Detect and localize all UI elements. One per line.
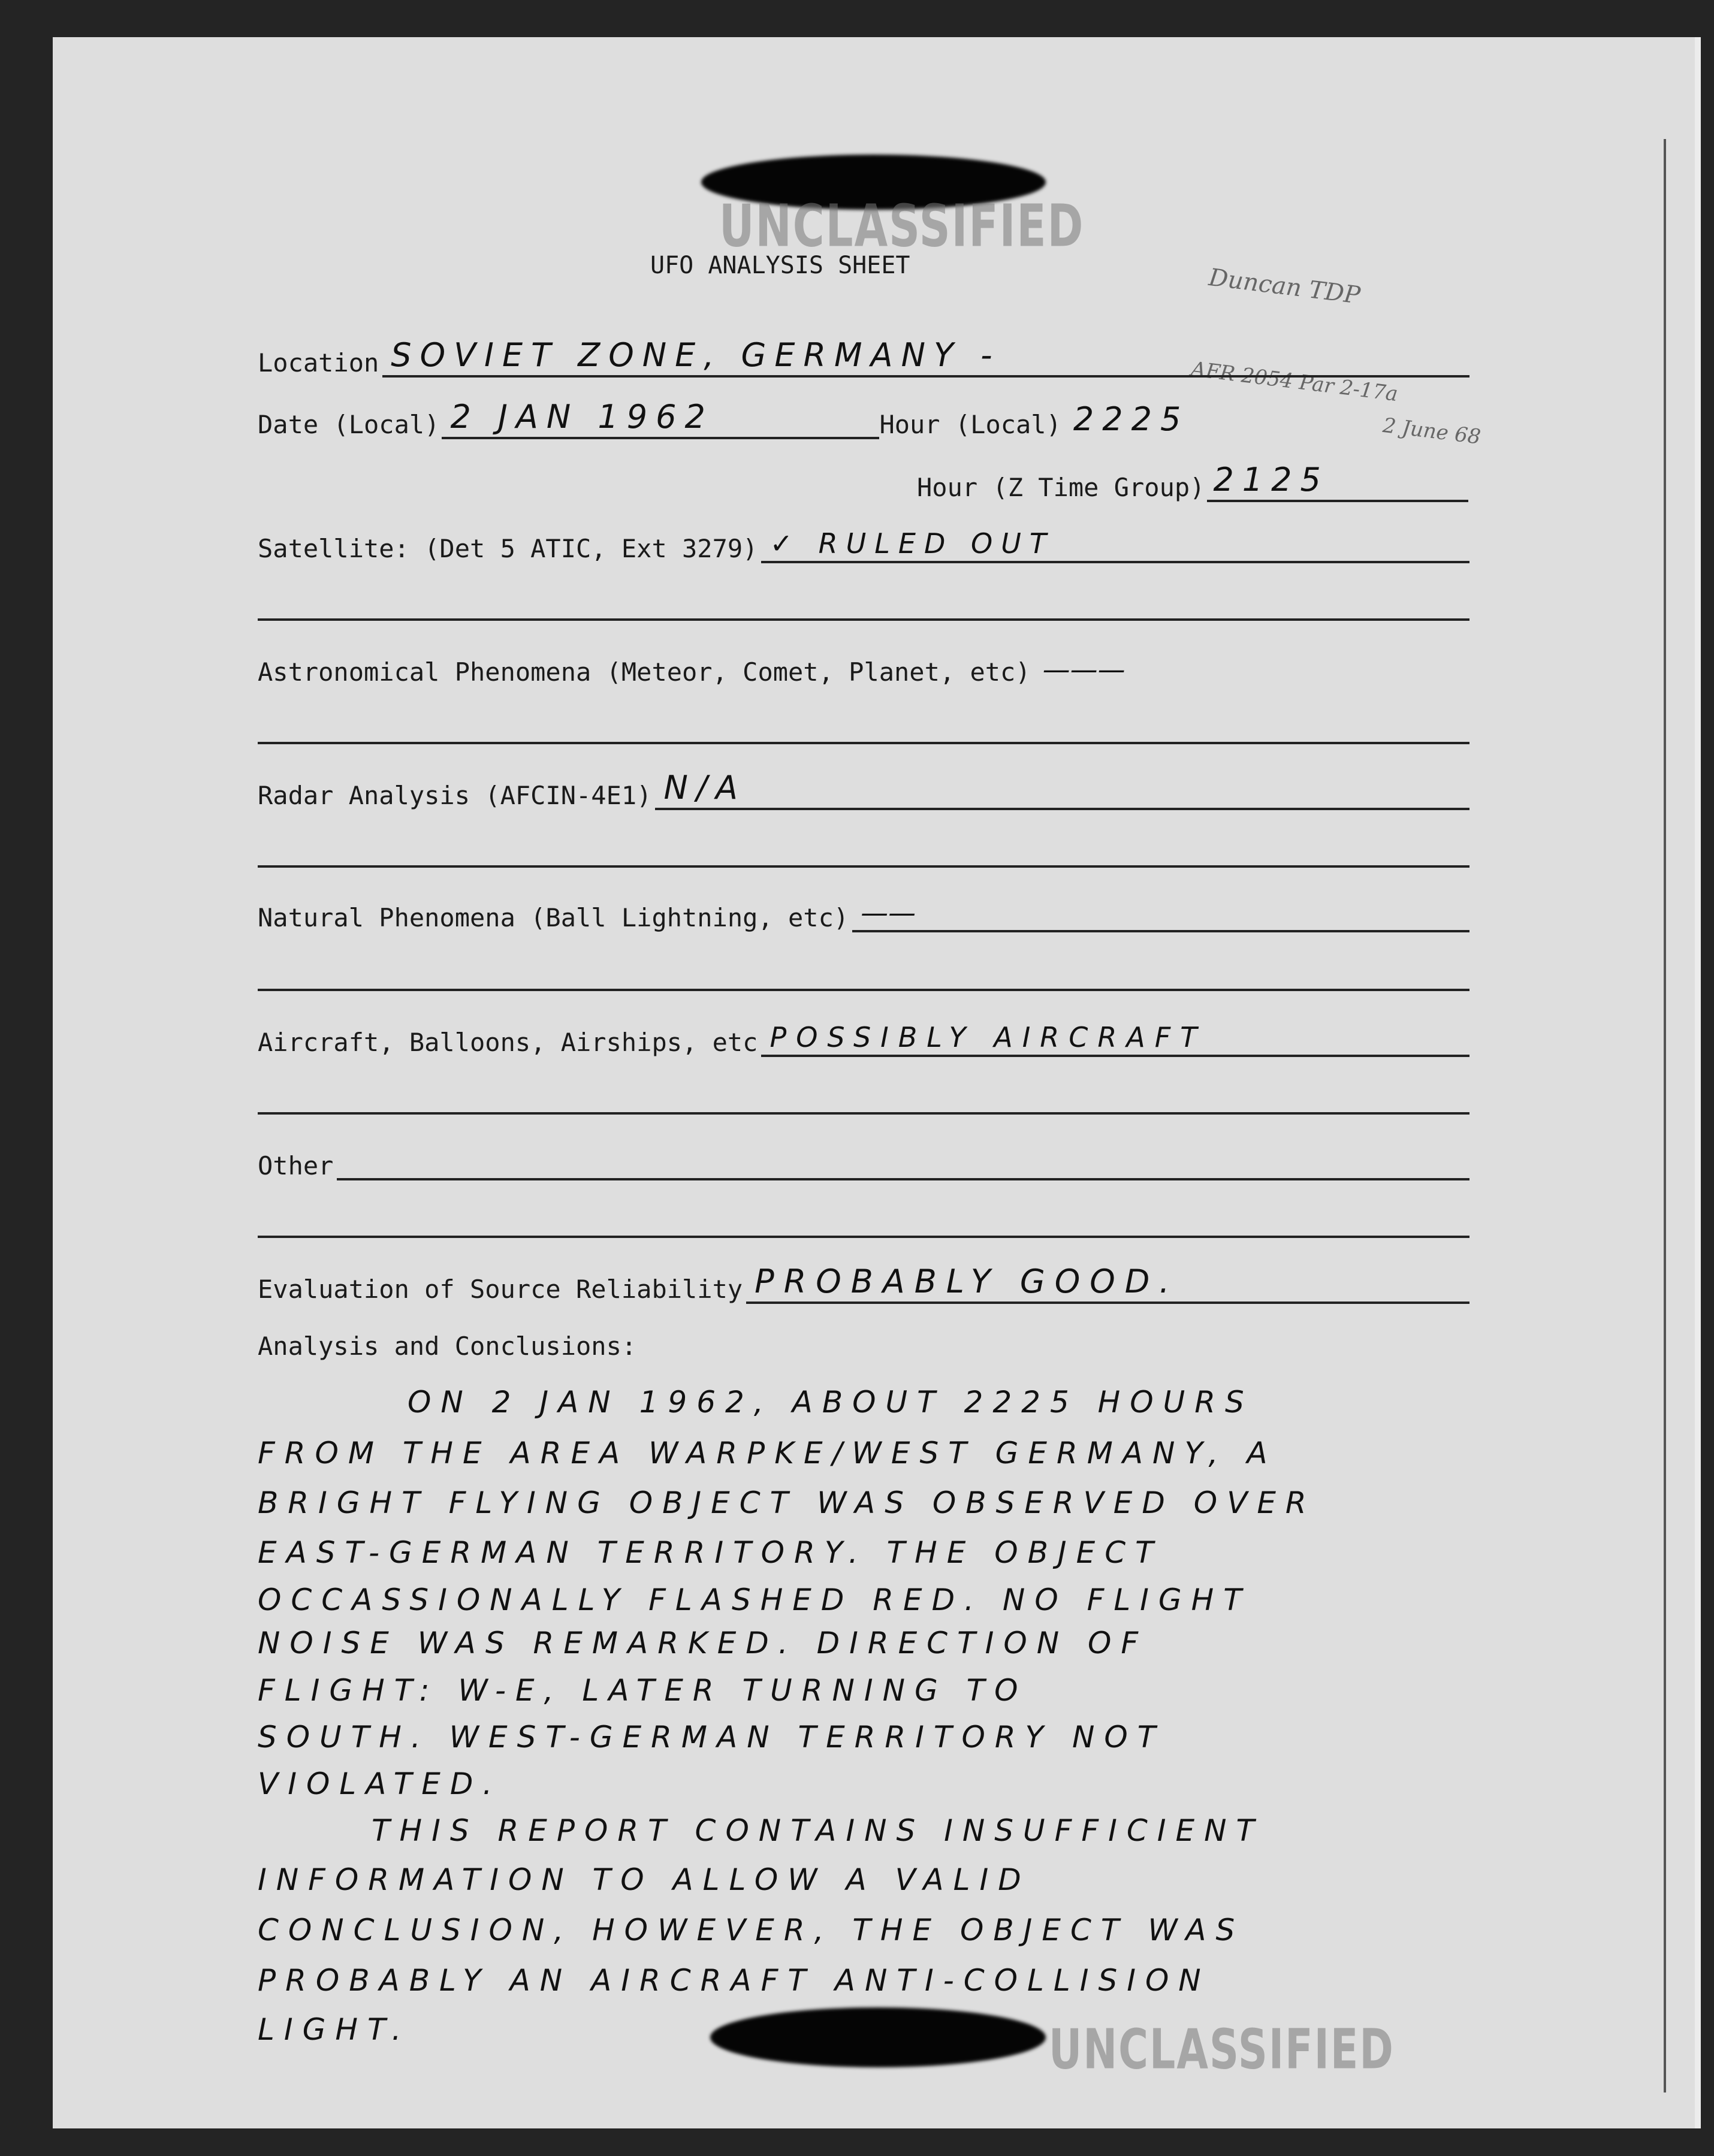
- analysis-line-5: OCCASSIONALLY FLASHED RED. NO FLIGHT: [258, 1583, 1251, 1617]
- astronomical-line: [1034, 650, 1469, 687]
- location-value: SOVIET ZONE, GERMANY -: [391, 336, 1001, 374]
- reliability-line: [746, 1264, 1469, 1304]
- astronomical-label: Astronomical Phenomena (Meteor, Comet, Planet, etc): [258, 657, 1031, 687]
- radar-value: N/A: [663, 769, 746, 807]
- analysis-line-9: VIOLATED.: [258, 1767, 502, 1801]
- radar-extra-line: [258, 865, 1469, 868]
- analysis-line-6: NOISE WAS REMARKED. DIRECTION OF: [258, 1626, 1148, 1660]
- satellite-row: [258, 521, 1469, 563]
- hour-local-value: 2225: [1073, 400, 1190, 438]
- location-label: Location: [258, 348, 379, 378]
- redaction-bottom: [710, 2007, 1046, 2067]
- date-row: [258, 397, 1469, 439]
- satellite-value: ✓ RULED OUT: [770, 527, 1055, 560]
- natural-row: [258, 890, 1469, 932]
- aircraft-label: Aircraft, Balloons, Airships, etc: [258, 1028, 758, 1057]
- satellite-line: [761, 524, 1469, 563]
- analysis-line-7: FLIGHT: W-E, LATER TURNING TO: [258, 1673, 1028, 1708]
- analysis-line-10: THIS REPORT CONTAINS INSUFFICIENT: [372, 1813, 1265, 1848]
- form-title: UFO ANALYSIS SHEET: [650, 252, 910, 279]
- satellite-label: Satellite: (Det 5 ATIC, Ext 3279): [258, 534, 758, 563]
- margin-note-1: Duncan TDP: [1207, 264, 1362, 310]
- analysis-line-12: CONCLUSION, HOWEVER, THE OBJECT WAS: [258, 1913, 1245, 1947]
- reliability-label: Evaluation of Source Reliability: [258, 1275, 743, 1304]
- analysis-line-1: ON 2 JAN 1962, ABOUT 2225 HOURS: [408, 1385, 1254, 1420]
- date-label: Date (Local): [258, 410, 440, 439]
- satellite-extra-line: [258, 618, 1469, 621]
- other-extra-line: [258, 1236, 1469, 1238]
- astronomical-row: [258, 645, 1469, 687]
- astronomical-value: ———: [1042, 653, 1125, 686]
- other-row: [258, 1139, 1469, 1180]
- location-line: [382, 338, 1469, 378]
- aircraft-value: POSSIBLY AIRCRAFT: [770, 1021, 1207, 1053]
- hour-local-label: Hour (Local): [879, 410, 1061, 439]
- analysis-line-2: FROM THE AREA WARPKE/WEST GERMANY, A: [258, 1436, 1277, 1470]
- hour-z-label: Hour (Z Time Group): [917, 473, 1205, 502]
- margin-note-2: AFR 2054 Par 2-17a: [1190, 357, 1399, 407]
- natural-label: Natural Phenomena (Ball Lightning, etc): [258, 903, 849, 932]
- hour-z-line: [1207, 463, 1468, 502]
- analysis-line-3: BRIGHT FLYING OBJECT WAS OBSERVED OVER: [258, 1485, 1316, 1520]
- aircraft-line: [761, 1017, 1469, 1057]
- reliability-row: [258, 1262, 1469, 1304]
- hour-z-row: [917, 460, 1468, 502]
- analysis-line-11: INFORMATION TO ALLOW A VALID: [258, 1862, 1031, 1897]
- right-margin-rule: [1664, 139, 1666, 2092]
- analysis-line-4: EAST-GERMAN TERRITORY. THE OBJECT: [258, 1535, 1163, 1570]
- location-row: [258, 336, 1469, 378]
- analysis-line-8: SOUTH. WEST-GERMAN TERRITORY NOT: [258, 1720, 1166, 1755]
- analysis-line-14: LIGHT.: [258, 2012, 411, 2047]
- margin-note-3: 2 June 68: [1381, 413, 1482, 449]
- hour-z-value: 2125: [1213, 461, 1329, 499]
- aircraft-extra-line: [258, 1112, 1469, 1115]
- natural-line: [852, 893, 1469, 932]
- natural-extra-line: [258, 989, 1469, 991]
- aircraft-row: [258, 1015, 1469, 1057]
- analysis-line-13: PROBABLY AN AIRCRAFT ANTI-COLLISION: [258, 1963, 1211, 1998]
- stamp-unclassified-top: UNCLASSIFIED: [719, 192, 1085, 260]
- hour-local-line: [1065, 402, 1469, 439]
- analysis-label: Analysis and Conclusions:: [258, 1331, 637, 1361]
- date-value: 2 JAN 1962: [450, 398, 714, 436]
- stamp-unclassified-bottom: UNCLASSIFIED: [1049, 2018, 1395, 2082]
- reliability-value: PROBABLY GOOD.: [755, 1263, 1179, 1300]
- radar-line: [655, 771, 1469, 810]
- other-label: Other: [258, 1151, 334, 1180]
- radar-label: Radar Analysis (AFCIN-4E1): [258, 781, 652, 810]
- other-line: [337, 1141, 1469, 1180]
- radar-row: [258, 768, 1469, 810]
- date-line: [442, 400, 879, 439]
- astronomical-extra-line: [258, 742, 1469, 744]
- natural-value: ——: [861, 896, 916, 929]
